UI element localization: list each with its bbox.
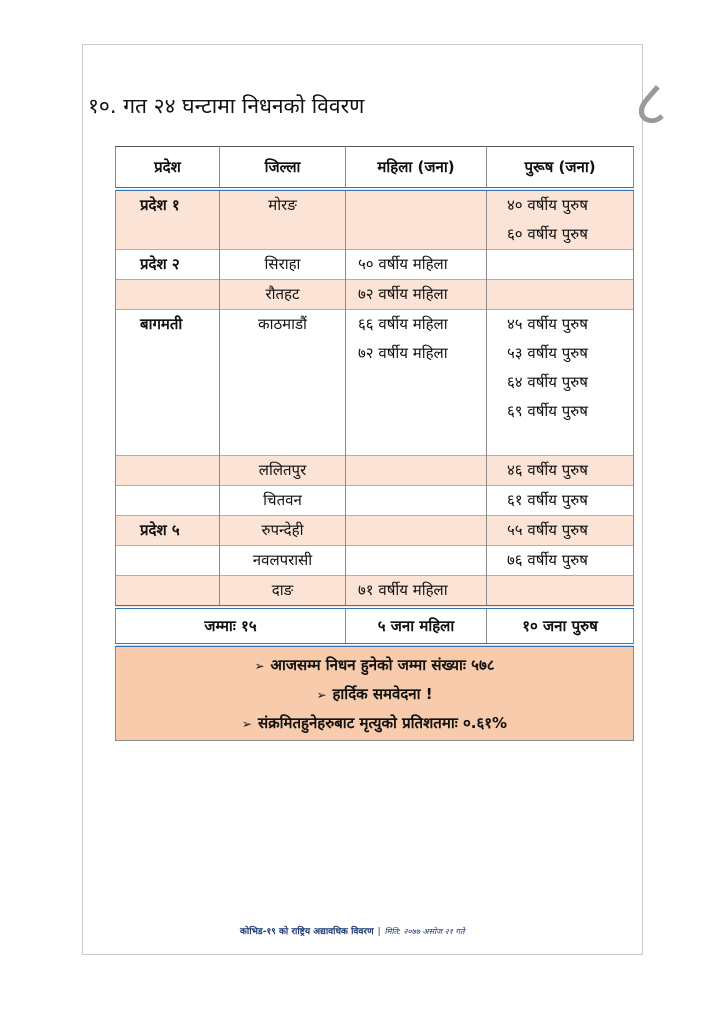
summary-condolence: हार्दिक समवेदना ! bbox=[332, 685, 433, 703]
table-row bbox=[116, 516, 634, 546]
district-cell-text: चितवन bbox=[263, 491, 302, 509]
male-entry: ४० वर्षीय पुरुष bbox=[507, 196, 588, 214]
footer-separator: | bbox=[377, 927, 381, 937]
male-cell bbox=[487, 486, 634, 516]
footer-date: मिति: २०७७ असोज २१ गते bbox=[384, 927, 465, 936]
deaths-table bbox=[115, 146, 634, 741]
province-cell bbox=[116, 546, 220, 576]
province-cell-text: बागमती bbox=[140, 315, 183, 333]
header-province: प्रदेश bbox=[116, 147, 220, 190]
table-header-row bbox=[116, 147, 634, 190]
male-entry: ६१ वर्षीय पुरुष bbox=[507, 491, 588, 509]
district-cell bbox=[220, 456, 346, 486]
table-row bbox=[116, 280, 634, 310]
district-cell-text: काठमाडौं bbox=[258, 315, 307, 333]
header-female: महिला (जना) bbox=[346, 147, 487, 190]
summary-line bbox=[116, 680, 633, 709]
female-cell bbox=[346, 516, 487, 546]
district-cell-text: सिराहा bbox=[264, 255, 301, 273]
province-cell-text bbox=[140, 280, 219, 309]
total-label: जम्माः १५ bbox=[116, 607, 346, 645]
table-row bbox=[116, 576, 634, 608]
female-cell bbox=[346, 456, 487, 486]
table-row bbox=[116, 189, 634, 250]
table-row bbox=[116, 250, 634, 280]
district-cell-text: ललितपुर bbox=[258, 461, 307, 479]
female-entry: ६६ वर्षीय महिला bbox=[358, 315, 448, 333]
page-number: ८ bbox=[634, 67, 668, 141]
province-cell-text bbox=[140, 546, 219, 575]
province-cell-text: प्रदेश ५ bbox=[140, 521, 180, 539]
province-cell bbox=[116, 576, 220, 608]
province-cell bbox=[116, 250, 220, 280]
province-cell bbox=[116, 516, 220, 546]
female-cell bbox=[346, 189, 487, 250]
summary-line bbox=[116, 709, 633, 738]
province-cell-text bbox=[140, 576, 219, 605]
footer-title: कोभिड-१९ को राष्ट्रिय अद्यावधिक विवरण bbox=[240, 927, 374, 937]
header-district: जिल्ला bbox=[220, 147, 346, 190]
header-male: पुरूष (जना) bbox=[487, 147, 634, 190]
district-cell bbox=[220, 546, 346, 576]
district-cell bbox=[220, 280, 346, 310]
female-cell bbox=[346, 576, 487, 608]
summary-death-rate: संक्रमितहुनेहरुबाट मृत्युको प्रतिशतमाः ०.६१% bbox=[257, 714, 508, 732]
male-cell bbox=[487, 250, 634, 280]
province-cell bbox=[116, 189, 220, 250]
male-entry: ५३ वर्षीय पुरुष bbox=[507, 344, 588, 362]
male-entry: ६४ वर्षीय पुरुष bbox=[507, 373, 588, 391]
table-row bbox=[116, 456, 634, 486]
female-entry: ७२ वर्षीय महिला bbox=[358, 344, 448, 362]
district-cell bbox=[220, 516, 346, 546]
male-cell bbox=[487, 280, 634, 310]
district-cell-text: नवलपरासी bbox=[252, 551, 313, 569]
male-entry: ५५ वर्षीय पुरुष bbox=[507, 521, 588, 539]
district-cell bbox=[220, 576, 346, 608]
summary-total-deaths: आजसम्म निधन हुनेको जम्मा संख्याः ५७८ bbox=[270, 656, 495, 674]
male-entry: ६९ वर्षीय पुरुष bbox=[507, 402, 588, 420]
total-female: ५ जना महिला bbox=[346, 607, 487, 645]
district-cell-text: दाङ bbox=[271, 581, 294, 599]
male-entry: ६० वर्षीय पुरुष bbox=[507, 225, 588, 243]
summary-row bbox=[116, 645, 634, 741]
district-cell bbox=[220, 486, 346, 516]
district-cell-text: रुपन्देही bbox=[261, 521, 304, 539]
table-row bbox=[116, 486, 634, 516]
district-cell-text: मोरङ bbox=[268, 196, 297, 214]
total-male: १० जना पुरुष bbox=[487, 607, 634, 645]
province-cell-text bbox=[140, 486, 219, 515]
district-cell bbox=[220, 189, 346, 250]
total-row bbox=[116, 607, 634, 645]
male-cell bbox=[487, 189, 634, 250]
district-cell-text: रौतहट bbox=[265, 285, 300, 303]
section-title: १०. गत २४ घन्टामा निधनको विवरण bbox=[88, 94, 365, 118]
province-cell-text bbox=[140, 456, 219, 485]
summary-line bbox=[116, 651, 633, 680]
district-cell bbox=[220, 310, 346, 456]
male-cell bbox=[487, 576, 634, 608]
female-cell bbox=[346, 310, 487, 456]
province-cell bbox=[116, 310, 220, 456]
summary-cell bbox=[116, 645, 634, 741]
table-row bbox=[116, 310, 634, 456]
male-cell bbox=[487, 546, 634, 576]
arrow-bullet-icon: ➢ bbox=[254, 659, 265, 673]
province-cell-text: प्रदेश २ bbox=[140, 255, 180, 273]
province-cell-text: प्रदेश १ bbox=[140, 196, 180, 214]
female-entry: ७२ वर्षीय महिला bbox=[358, 285, 448, 303]
male-cell bbox=[487, 310, 634, 456]
province-cell bbox=[116, 486, 220, 516]
female-cell bbox=[346, 250, 487, 280]
arrow-bullet-icon: ➢ bbox=[241, 717, 252, 731]
male-cell bbox=[487, 516, 634, 546]
footer bbox=[240, 924, 465, 937]
male-entry: ४६ वर्षीय पुरुष bbox=[507, 461, 588, 479]
female-cell bbox=[346, 486, 487, 516]
arrow-bullet-icon: ➢ bbox=[316, 688, 327, 702]
female-cell bbox=[346, 280, 487, 310]
province-cell bbox=[116, 456, 220, 486]
female-entry: ७१ वर्षीय महिला bbox=[358, 581, 448, 599]
province-cell bbox=[116, 280, 220, 310]
male-entry: ७६ वर्षीय पुरुष bbox=[507, 551, 588, 569]
female-entry: ५० वर्षीय महिला bbox=[358, 255, 448, 273]
female-cell bbox=[346, 546, 487, 576]
male-cell bbox=[487, 456, 634, 486]
table-row bbox=[116, 546, 634, 576]
district-cell bbox=[220, 250, 346, 280]
male-entry: ४५ वर्षीय पुरुष bbox=[507, 315, 588, 333]
